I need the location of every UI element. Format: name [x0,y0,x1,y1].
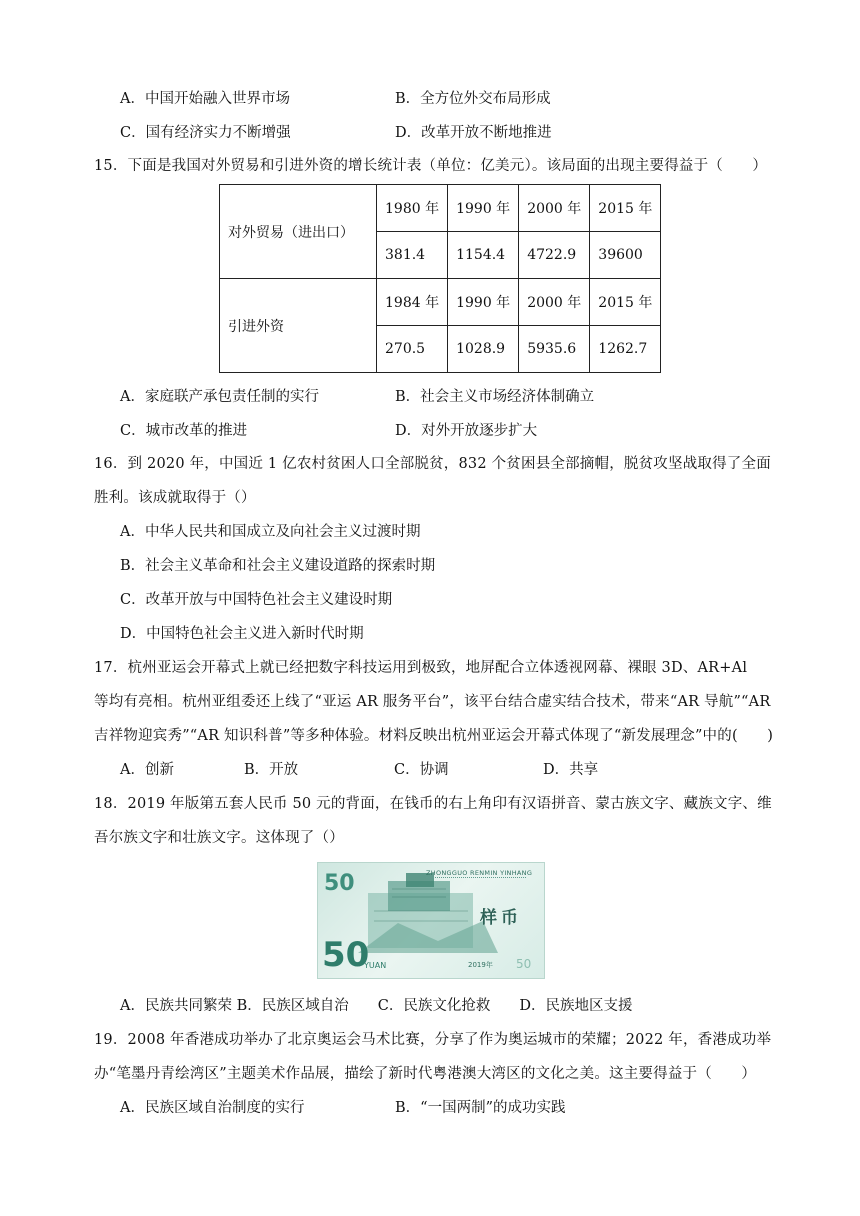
q16-option-d: D．中国特色社会主义进入新时代时期 [120,626,364,642]
q15-option-b: B．社会主义市场经济体制确立 [395,389,595,405]
invest-label: 引进外资 [220,279,377,373]
minority-scripts [426,877,526,884]
table-cell: 2015 年 [590,185,661,232]
table-cell: 270.5 [377,326,448,373]
q16-stem-line1: 16．到 2020 年，中国近 1 亿农村贫困人口全部脱贫，832 个贫困县全部摘帽，脱贫攻坚战取得了全面 [94,456,771,472]
q17-option-d: D．共享 [543,762,599,778]
table-cell: 39600 [590,232,661,279]
q18-options: A．民族共同繁荣 B．民族区域自治 C．民族文化抢救 D．民族地区支援 [120,998,633,1014]
q17-option-a: A．创新 [120,762,174,778]
q18-stem-line2: 吾尔族文字和壮族文字。这体现了（） [94,830,344,846]
q15-stem: 15．下面是我国对外贸易和引进外资的增长统计表（单位：亿美元）。该局面的出现主要得益于（ ） [94,158,768,174]
q15-option-a: A．家庭联产承包责任制的实行 [120,389,319,405]
trade-label: 对外贸易（进出口） [220,185,377,279]
table-cell: 1262.7 [590,326,661,373]
q16-option-c: C．改革开放与中国特色社会主义建设时期 [120,592,393,608]
pinyin-text: ZHONGGUO RENMIN YINHANG [426,869,533,877]
q14-option-d: D．改革开放不断地推进 [395,125,552,141]
q17-option-c: C．协调 [394,762,449,778]
denomination-small: 50 [324,871,355,896]
table-cell: 2015 年 [590,279,661,326]
q18-stem-line1: 18．2019 年版第五套人民币 50 元的背面，在钱币的右上角印有汉语拼音、蒙古族文字、藏族文字、维 [94,796,772,812]
table-cell: 1980 年 [377,185,448,232]
table-cell: 1990 年 [448,185,519,232]
q19-option-a: A．民族区域自治制度的实行 [120,1100,305,1116]
year-label: 2019年 [468,961,493,969]
q14-option-c: C．国有经济实力不断增强 [120,125,291,141]
q17-stem-line1: 17．杭州亚运会开幕式上就已经把数字科技运用到极致，地屏配合立体透视网幕、裸眼 3D、AR+Al [94,660,748,676]
sample-stamp: 样币 [480,908,522,928]
table-cell: 381.4 [377,232,448,279]
table-cell: 1154.4 [448,232,519,279]
watermark: 50 [516,957,532,971]
table-cell: 2000 年 [519,279,590,326]
banknote-image [317,862,545,979]
table-cell: 1028.9 [448,326,519,373]
table-cell: 1984 年 [377,279,448,326]
q19-stem-line2: 办“笔墨丹青绘湾区”主题美术作品展，描绘了新时代粤港澳大湾区的文化之美。这主要得益于（ ） [94,1066,757,1082]
q15-option-c: C．城市改革的推进 [120,423,248,439]
denomination-large: 50 [322,935,370,975]
table-cell: 2000 年 [519,185,590,232]
table-cell: 4722.9 [519,232,590,279]
q19-option-b: B．“一国两制”的成功实践 [395,1100,566,1116]
q17-option-b: B．开放 [244,762,299,778]
trade-investment-table [219,184,661,373]
q14-option-a: A．中国开始融入世界市场 [120,91,290,107]
table-cell: 1990 年 [448,279,519,326]
q16-option-b: B．社会主义革命和社会主义建设道路的探索时期 [120,558,436,574]
table-cell: 5935.6 [519,326,590,373]
q17-stem-line2: 等均有亮相。杭州亚组委还上线了“亚运 AR 服务平台”，该平台结合虚实结合技术，带来“AR 导航”“AR [94,694,771,710]
q16-option-a: A．中华人民共和国成立及向社会主义过渡时期 [120,524,421,540]
q15-option-d: D．对外开放逐步扩大 [395,423,538,439]
q14-option-b: B．全方位外交布局形成 [395,91,551,107]
q17-stem-line3: 吉祥物迎宾秀”“AR 知识科普”等多种体验。材料反映出杭州亚运会开幕式体现了“新发展理念”中的( ) [94,728,774,744]
q19-stem-line1: 19．2008 年香港成功举办了北京奥运会马术比赛，分享了作为奥运城市的荣耀；2022 年，香港成功举 [94,1032,772,1048]
yuan-label: YUAN [364,961,387,970]
q16-stem-line2: 胜利。该成就取得于（） [94,490,256,506]
